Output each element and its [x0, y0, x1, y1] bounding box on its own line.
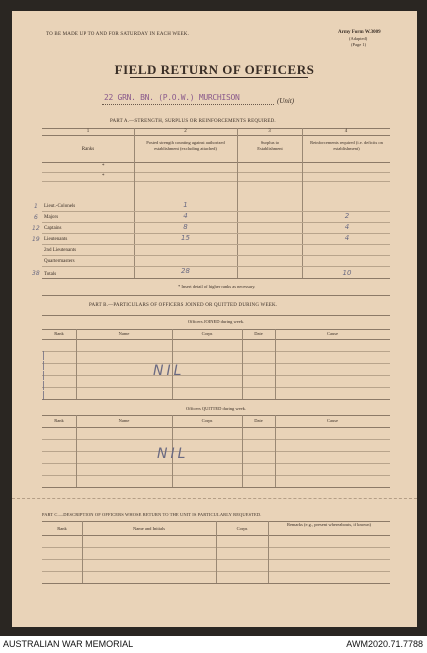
col-date: Date [254, 418, 263, 423]
rank-label: 2nd Lieutenants [44, 248, 77, 253]
form-reference: Army Form W.3009 [338, 30, 381, 35]
rank-label: Lieut.-Colonels [44, 204, 76, 209]
title-underline [130, 77, 308, 78]
asterisk: * [102, 174, 105, 179]
form-page [12, 11, 417, 627]
pencil-marks: | | | | | [42, 351, 46, 401]
col-number: 2 [184, 129, 187, 134]
part-a-heading: PART A.—STRENGTH, SURPLUS OR REINFORCEMENTS REQUIRED. [110, 119, 276, 124]
reinforcement-value: 2 [344, 212, 350, 220]
col-rank: Rank [57, 526, 67, 531]
rule [42, 278, 390, 279]
col-divider [76, 329, 77, 399]
strength-value: 15 [181, 234, 190, 242]
col-rank: Rank [54, 418, 64, 423]
col-corps: Corps [201, 418, 213, 423]
rule [42, 244, 390, 245]
col-name-initials: Name and Initials [133, 526, 165, 531]
credit-bar [0, 636, 427, 653]
col-name: Name [118, 418, 130, 423]
joined-nil-entry: NIL [153, 363, 185, 379]
rule [42, 375, 390, 376]
form-reference-adapted: (Adapted) [349, 36, 368, 41]
rank-label: Lieutenants [44, 237, 68, 242]
col-divider [275, 415, 276, 487]
rule [42, 329, 390, 330]
rank-label: Majors [44, 215, 59, 220]
credit-institution: AUSTRALIAN WAR MEMORIAL [3, 639, 134, 649]
rule [42, 255, 390, 256]
footnote: * Insert detail of higher ranks as necessary. [178, 284, 256, 289]
rule [42, 172, 390, 173]
rule [42, 315, 390, 316]
reinforcement-value: 4 [344, 223, 350, 231]
margin-count: 19 [32, 236, 40, 243]
rule [42, 363, 390, 364]
col-remarks: Remarks (e.g., present whereabouts, if known) [286, 522, 372, 527]
totals-reinforcements: 10 [342, 269, 352, 277]
asterisk: * [102, 164, 105, 169]
part-b-heading: PART B.—PARTICULARS OF OFFICERS JOINED OR QUITTED DURING WEEK. [89, 303, 278, 308]
col-cause: Cause [327, 331, 338, 336]
rule [42, 162, 390, 163]
col-divider [268, 521, 269, 583]
col-divider [242, 329, 243, 399]
col-divider [216, 521, 217, 583]
joined-title: Officers JOINED during week. [187, 319, 245, 324]
col-number: 1 [86, 129, 90, 134]
col-rank: Rank [54, 331, 64, 336]
part-c-heading: PART C.—DESCRIPTION OF OFFICERS WHOSE RETURN TO THE UNIT IS PARTICULARLY REQUESTED. [42, 512, 262, 517]
col-header-surplus: Surplus to Establishment [257, 140, 283, 151]
col-header-strength: Posted strength counting against authorized establishment (excluding attached) [146, 140, 225, 151]
rule [42, 415, 390, 416]
col-corps: Corps [201, 331, 213, 336]
margin-count: 6 [34, 214, 38, 221]
col-header-ranks: Ranks [81, 147, 95, 152]
section-rule [42, 295, 390, 296]
totals-margin-count: 38 [32, 270, 40, 277]
quitted-nil-entry: NIL [157, 446, 189, 462]
strength-value: 4 [183, 212, 188, 220]
strength-value: 1 [183, 201, 188, 209]
margin-count: 1 [34, 203, 38, 210]
unit-stamp: 22 GRN. BN. (P.O.W.) MURCHISON [104, 93, 240, 102]
totals-strength: 28 [181, 267, 190, 275]
form-title: FIELD RETURN OF OFFICERS [114, 62, 315, 77]
form-instruction: TO BE MADE UP TO AND FOR SATURDAY IN EACH WEEK. [46, 32, 190, 37]
rule [42, 351, 390, 352]
form-reference-page: (Page 1) [351, 42, 367, 47]
col-name: Name [118, 331, 130, 336]
col-number: 4 [344, 129, 348, 134]
strength-value: 8 [183, 223, 188, 231]
col-divider [82, 521, 83, 583]
col-corps: Corps [236, 526, 248, 531]
rule [42, 439, 390, 440]
rule [42, 387, 390, 388]
rule [42, 487, 390, 488]
col-divider [242, 415, 243, 487]
rule [42, 399, 390, 400]
reinforcement-value: 4 [344, 234, 350, 242]
rank-label: Quartermasters [44, 259, 75, 264]
unit-line [102, 104, 274, 105]
col-number: 3 [268, 129, 271, 134]
col-divider [275, 329, 276, 399]
rule [42, 181, 390, 182]
rule [42, 451, 390, 452]
credit-accession-number: AWM2020.71.7788 [346, 639, 423, 649]
quitted-title: Officers QUITTED during week. [186, 406, 246, 411]
fold-line [12, 498, 417, 499]
col-cause: Cause [327, 418, 338, 423]
rule [42, 583, 390, 584]
col-date: Date [254, 331, 263, 336]
rule [42, 463, 390, 464]
margin-count: 12 [32, 225, 40, 232]
totals-label: Totals [44, 272, 57, 277]
rule [42, 427, 390, 428]
col-header-reinforcements: Reinforcements required (i.e. deficits on establishment) [310, 140, 383, 151]
rule [42, 135, 390, 136]
unit-label: (Unit) [277, 97, 295, 105]
rule [42, 339, 390, 340]
rank-label: Captains [44, 226, 62, 231]
rule [42, 475, 390, 476]
col-divider [76, 415, 77, 487]
